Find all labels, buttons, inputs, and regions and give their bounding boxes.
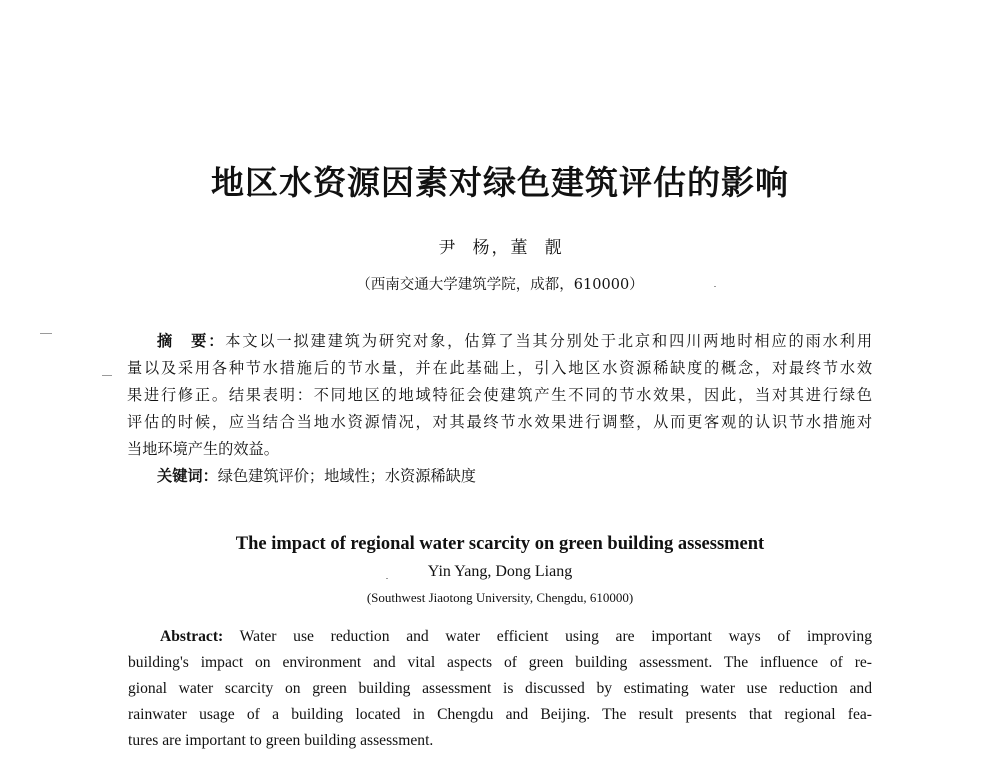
chinese-authors [0, 236, 1000, 260]
scan-speck [714, 286, 716, 287]
english-abstract-line: rainwater usage of a building located in Chengdu and Beijing. The result presents that regional fea- [128, 706, 872, 723]
chinese-abstract-line: 量以及采用各种节水措施后的节水量，并在此基础上，引入地区水资源稀缺度的概念，对最终节水效 [127, 359, 872, 377]
english-abstract-line [128, 624, 872, 650]
english-title: The impact of regional water scarcity on green building assessment [235, 534, 765, 554]
chinese-title: 地区水资源因素对绿色建筑评估的影响 [211, 163, 789, 202]
english-abstract-line: tures are important to green building assessment. [128, 732, 434, 749]
chinese-abstract-label: 摘 要： [157, 332, 226, 350]
chinese-author-2: 董 靓 [510, 238, 562, 258]
english-affiliation: (Southwest Jiaotong University, Chengdu, 610000) [366, 590, 634, 605]
chinese-abstract-line-text: 本文以一拟建建筑为研究对象，估算了当其分别处于北京和四川两地时相应的雨水利用 [225, 332, 872, 350]
chinese-author-1: 尹 杨 [438, 238, 490, 258]
scan-speck [386, 578, 388, 579]
english-abstract-line-text: Water use reduction and water efficient using are important ways of improving [239, 628, 872, 645]
chinese-affiliation: （西南交通大学建筑学院，成都，610000） [356, 277, 644, 293]
chinese-abstract-line: 评估的时候，应当结合当地水资源情况，对其最终节水效果进行调整，从而更客观的认识节水措施对 [127, 413, 872, 431]
chinese-abstract-line: 果进行修正。结果表明：不同地区的地域特征会使建筑产生不同的节水效果，因此，当对其进行绿色 [127, 386, 872, 404]
english-abstract [128, 624, 872, 754]
scan-speck [40, 333, 52, 334]
english-abstract-line: building's impact on environment and vital aspects of green building assessment. The influence of re- [128, 654, 872, 671]
chinese-keywords-label: 关键词： [157, 467, 218, 485]
english-abstract-line: gional water scarcity on green building assessment is discussed by estimating water use reduction and [128, 680, 872, 697]
english-authors: Yin Yang, Dong Liang [427, 563, 573, 580]
chinese-keywords [157, 463, 476, 489]
chinese-abstract-line: 当地环境产生的效益。 [127, 440, 279, 458]
english-abstract-label: Abstract: [160, 628, 224, 645]
scan-speck [102, 375, 112, 376]
chinese-abstract-line [127, 328, 872, 355]
chinese-keywords-text: 绿色建筑评价；地域性；水资源稀缺度 [217, 467, 476, 485]
chinese-author-separator: ， [491, 238, 509, 258]
chinese-abstract [127, 328, 872, 463]
